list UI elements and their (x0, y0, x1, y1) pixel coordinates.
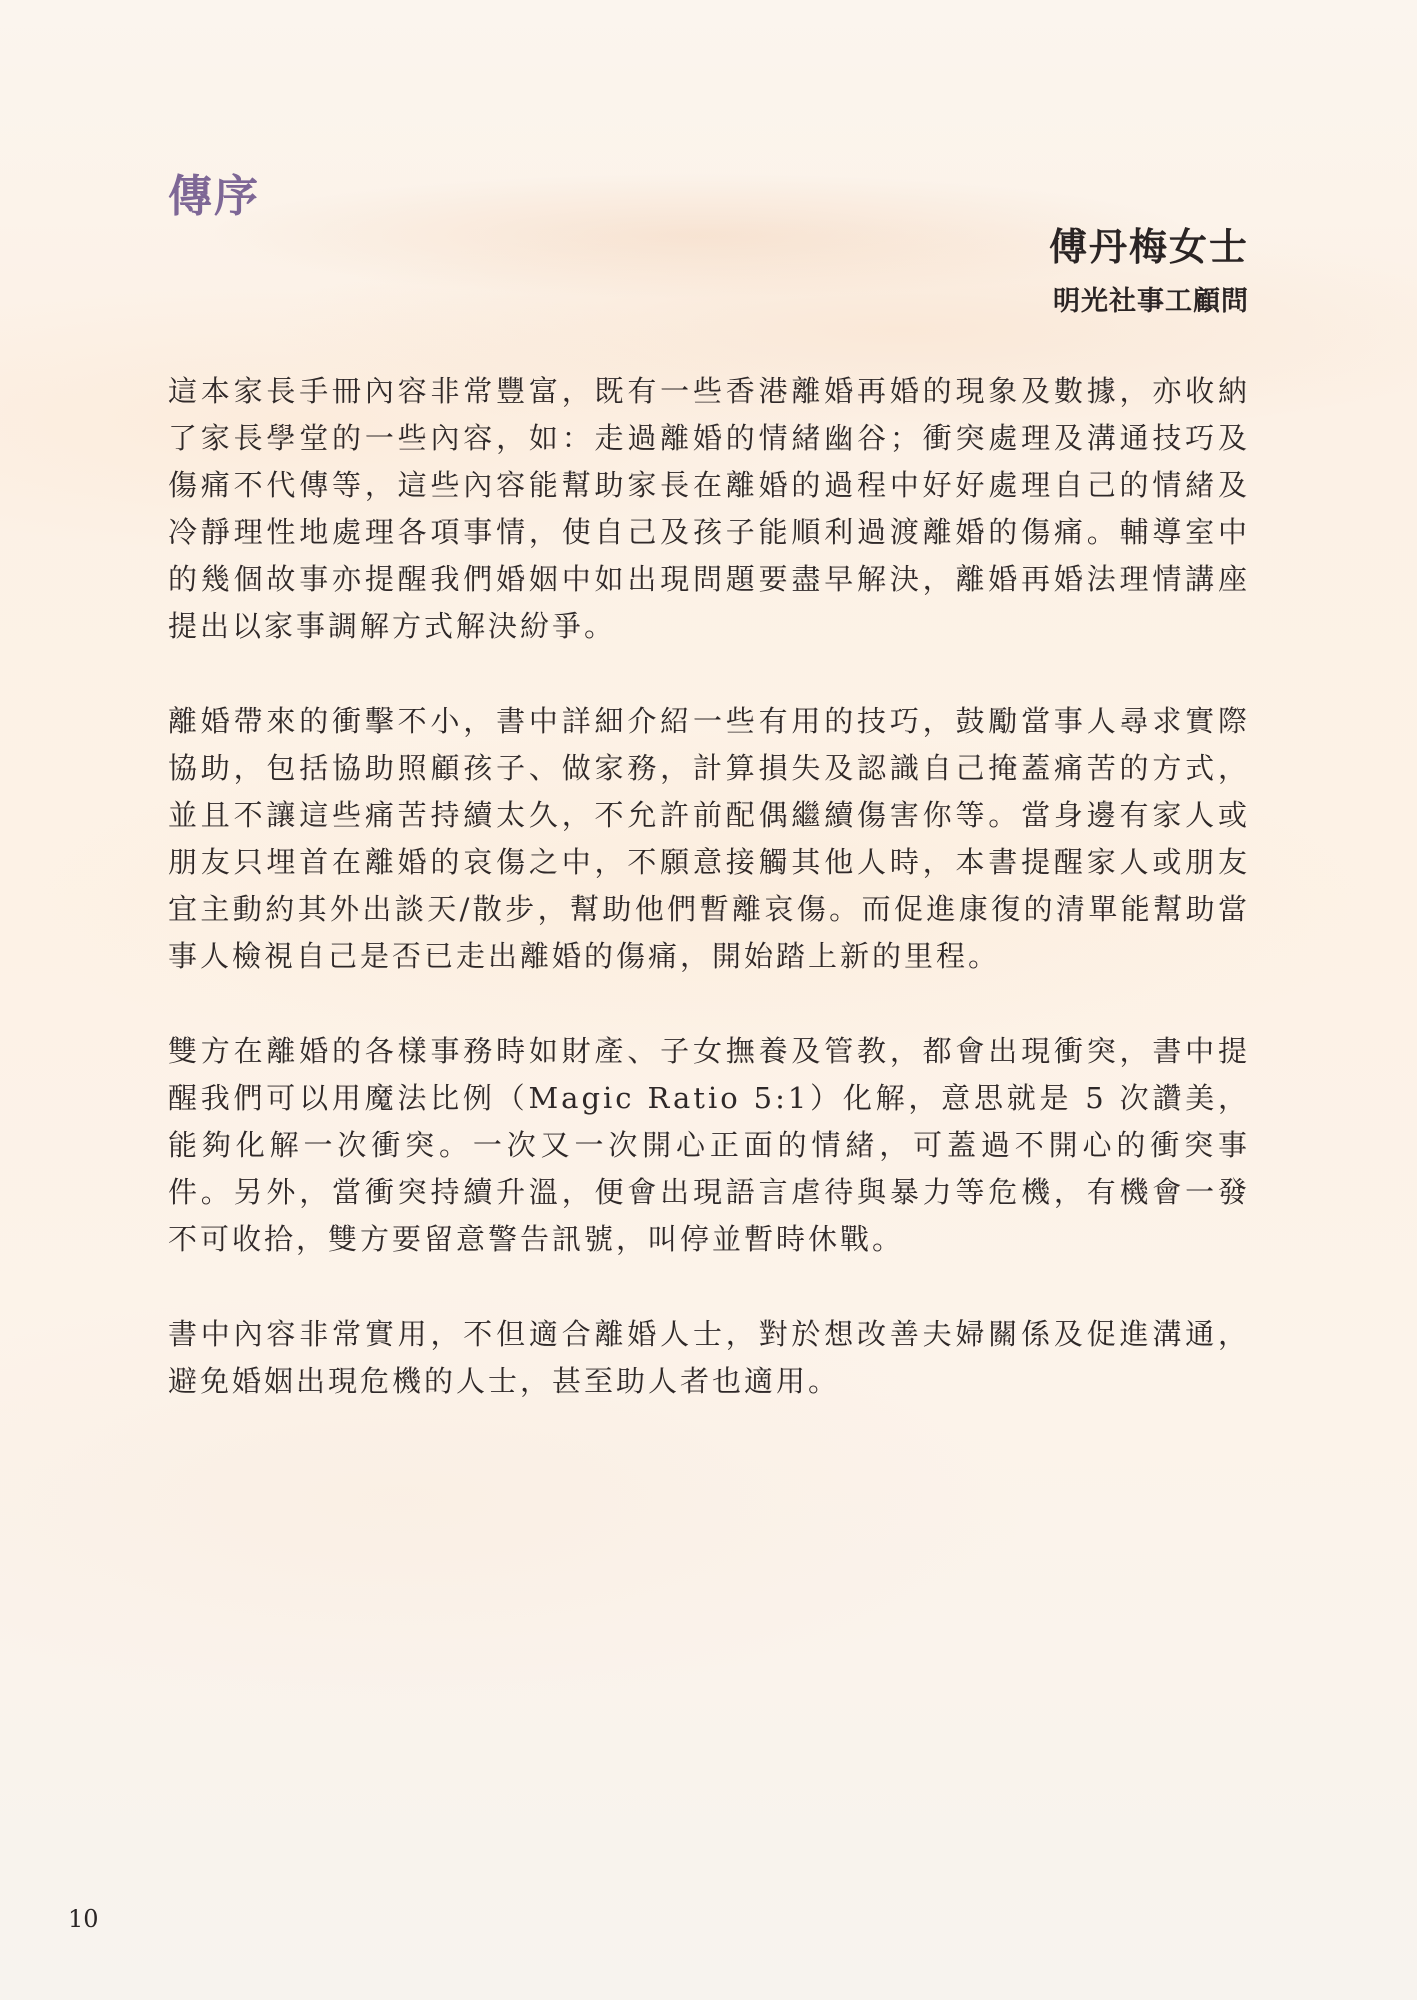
author-name: 傅丹梅女士 (1048, 224, 1249, 269)
paragraph-1: 這本家長手冊內容非常豐富，既有一些香港離婚再婚的現象及數據，亦收納了家長學堂的一些內容，如：走過離婚的情緒幽谷；衝突處理及溝通技巧及傷痛不代傳等，這些內容能幫助家長在離婚的過程中好好處理自己的情緒及冷靜理性地處理各項事情，使自己及孩子能順利過渡離婚的傷痛。輔導室中的幾個故事亦提醒我們婚姻中如出現問題要盡早解決，離婚再婚法理情講座提出以家事調解方式解決紛爭。 (168, 374, 1250, 643)
author-position: 明光社事工顧問 (1053, 286, 1249, 317)
paragraph-2: 離婚帶來的衝擊不小，書中詳細介紹一些有用的技巧，鼓勵當事人尋求實際協助，包括協助照顧孩子、做家務，計算損失及認識自己掩蓋痛苦的方式，並且不讓這些痛苦持續太久，不允許前配偶繼續傷害你等。當身邊有家人或朋友只埋首在離婚的哀傷之中，不願意接觸其他人時，本書提醒家人或朋友宜主動約其外出談天/散步，幫助他們暫離哀傷。而促進康復的清單能幫助當事人檢視自己是否已走出離婚的傷痛，開始踏上新的里程。 (168, 704, 1250, 973)
body-text (168, 368, 1250, 1453)
paragraph-3: 雙方在離婚的各樣事務時如財產、子女撫養及管教，都會出現衝突，書中提醒我們可以用魔法比例（Magic Ratio 5:1）化解，意思就是 5 次讚美，能夠化解一次衝突。一次又一次開心正面的情緒，可蓋過不開心的衝突事件。另外，當衝突持續升溫，便會出現語言虐待與暴力等危機，有機會一發不可收拾，雙方要留意警告訊號，叫停並暫時休戰。 (168, 1034, 1250, 1256)
page-number: 10 (68, 1905, 99, 1933)
page-title: 傳序 (168, 171, 260, 222)
paragraph-4: 書中內容非常實用，不但適合離婚人士，對於想改善夫婦關係及促進溝通，避免婚姻出現危機的人士，甚至助人者也適用。 (168, 1317, 1250, 1398)
author-block (1049, 222, 1249, 320)
